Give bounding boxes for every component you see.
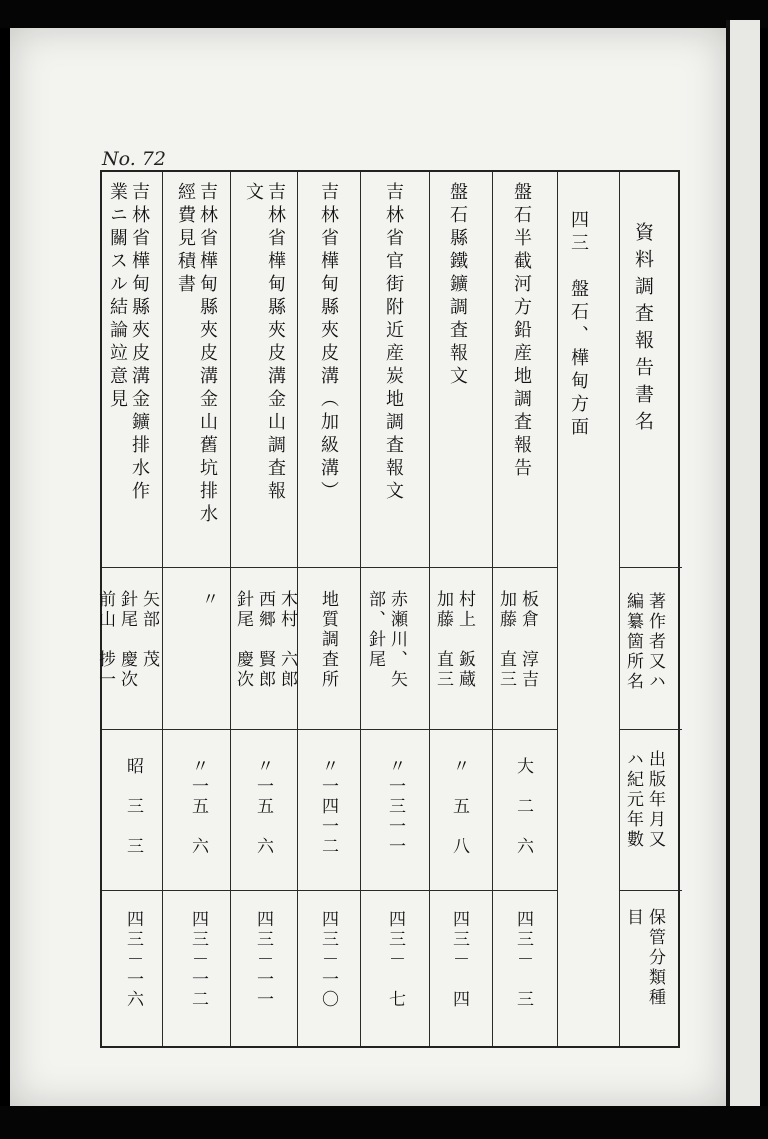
- report-table: [95, 170, 680, 1048]
- section-heading: 四三 盤石、樺甸方面: [568, 210, 589, 440]
- row-year: 〃一五 六: [188, 757, 208, 857]
- col-divider: [230, 172, 231, 1046]
- row-code: 四三－ 四: [449, 910, 469, 1010]
- row-title: 吉林省樺甸縣夾皮溝金山調査報 文: [243, 182, 286, 504]
- col-divider: [429, 172, 430, 1046]
- scan-border-bottom: [0, 1106, 768, 1139]
- row-divider: [619, 890, 682, 891]
- row-title: 吉林省樺甸縣夾皮溝金山舊坑排水 經費見積書: [175, 182, 218, 527]
- row-author: 矢部 茂 針尾 慶次 前山 捗一: [95, 590, 159, 690]
- row-title: 吉林省官街附近産炭地調査報文: [383, 182, 404, 504]
- row-year: 〃一五 六: [253, 757, 273, 857]
- row-author: 木村 六郎 西郷 賢郎 針尾 慶次: [233, 590, 297, 690]
- row-code: 四三－一六: [123, 910, 143, 1010]
- adjacent-page-strip: [730, 20, 760, 1115]
- row-title: 吉林省樺甸縣夾皮溝（加級溝）: [318, 182, 339, 504]
- row-divider: [102, 729, 557, 730]
- row-divider: [619, 729, 682, 730]
- row-year: 大 二 六: [513, 757, 533, 857]
- row-code: 四三－一一: [253, 910, 273, 1010]
- row-author: 板倉 淳吉 加藤 直三: [496, 590, 538, 690]
- row-year: 〃一三一一: [385, 757, 405, 857]
- row-code: 四三－一二: [188, 910, 208, 1010]
- row-code: 四三－ 七: [385, 910, 405, 1010]
- page-number: No. 72: [102, 148, 166, 170]
- col-divider: [557, 172, 558, 1046]
- header-author: 著作者又ハ 編纂箇所名: [623, 592, 665, 692]
- row-year: 〃 五 八: [449, 757, 469, 857]
- header-year: 出版年月又 ハ紀元年數: [623, 750, 665, 850]
- col-divider: [619, 172, 620, 1046]
- row-author: 〃: [198, 590, 218, 610]
- row-code: 四三－ 三: [513, 910, 533, 1010]
- row-divider: [102, 890, 557, 891]
- row-author: 赤瀬川、矢 部、針尾: [365, 590, 407, 690]
- row-author: 村上 鈑蔵 加藤 直三: [433, 590, 475, 690]
- row-title: 盤石縣鐵鑛調査報文: [447, 182, 468, 389]
- row-title: 盤石半截河方鉛産地調査報告: [511, 182, 532, 481]
- header-title: 資料調査報告書名: [632, 222, 654, 438]
- scan-border-top: [0, 0, 768, 28]
- col-divider: [492, 172, 493, 1046]
- row-year: 昭 三 三: [123, 757, 143, 857]
- row-divider: [102, 567, 557, 568]
- row-code: 四三－一〇: [318, 910, 338, 1010]
- col-divider: [162, 172, 163, 1046]
- row-year: 〃一四一二: [318, 757, 338, 857]
- row-author: 地質調査所: [318, 590, 338, 690]
- row-title: 吉林省樺甸縣夾皮溝金鑛排水作 業ニ關スル結論竝意見: [107, 182, 150, 504]
- row-divider: [619, 567, 682, 568]
- header-class: 保管分類種 目: [623, 908, 665, 1008]
- col-divider: [360, 172, 361, 1046]
